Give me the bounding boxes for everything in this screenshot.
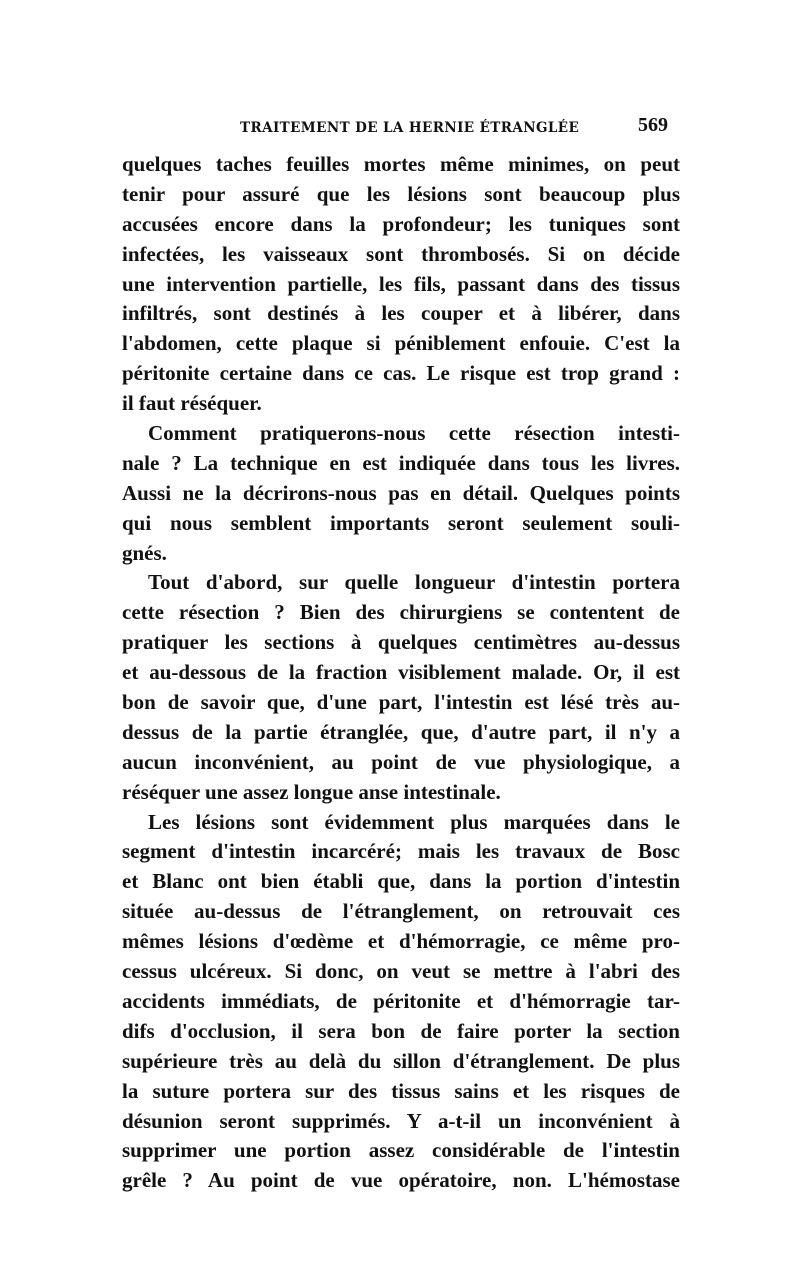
text-line-9: il faut réséquer. — [122, 391, 262, 416]
text-line-35: grêle ? Au point de vue opératoire, non. L'hémostase — [122, 1168, 680, 1193]
text-line-33: désunion seront supprimés. Y a-t-il un inconvénient à — [122, 1108, 680, 1133]
text-line-23: Les lésions sont évidemment plus marquées dans le — [148, 809, 680, 834]
text-line-20: dessus de la partie étranglée, que, d'autre part, il n'y a — [122, 719, 680, 744]
text-line-8: péritonite certaine dans ce cas. Le risque est trop grand : — [122, 361, 680, 386]
text-line-26: située au-dessus de l'étranglement, on retrouvait ces — [122, 899, 680, 924]
text-line-34: supprimer une portion assez considérable de l'intestin — [122, 1138, 680, 1163]
text-line-13: qui nous semblent importants seront seulement souli- — [122, 510, 680, 535]
text-line-5: une intervention partielle, les fils, passant dans des tissus — [122, 271, 680, 296]
running-title: TRAITEMENT DE LA HERNIE ÉTRANGLÉE — [240, 120, 580, 136]
text-line-2: tenir pour assuré que les lésions sont beaucoup plus — [122, 181, 680, 206]
text-line-7: l'abdomen, cette plaque si péniblement enfouie. C'est la — [122, 331, 680, 356]
text-line-29: accidents immédiats, de péritonite et d'hémorragie tar- — [122, 988, 680, 1013]
text-line-18: et au-dessous de la fraction visiblement malade. Or, il est — [122, 660, 680, 685]
text-line-15: Tout d'abord, sur quelle longueur d'intestin portera — [148, 570, 680, 595]
text-line-25: et Blanc ont bien établi que, dans la portion d'intestin — [122, 869, 680, 894]
text-line-27: mêmes lésions d'œdème et d'hémorragie, ce même pro- — [122, 929, 680, 954]
running-head — [120, 112, 680, 142]
text-line-12: Aussi ne la décrirons-nous pas en détail. Quelques points — [122, 480, 680, 505]
text-line-30: difs d'occlusion, il sera bon de faire porter la section — [122, 1018, 680, 1043]
text-line-1: quelques taches feuilles mortes même minimes, on peut — [122, 152, 680, 176]
body-text — [122, 150, 680, 1196]
text-line-22: réséquer une assez longue anse intestinale. — [122, 779, 501, 804]
text-line-21: aucun inconvénient, au point de vue physiologique, a — [122, 749, 680, 774]
text-line-31: supérieure très au delà du sillon d'étranglement. De plus — [122, 1048, 680, 1073]
page-number: 569 — [638, 114, 668, 136]
text-line-10: Comment pratiquerons-nous cette résection intesti- — [148, 421, 680, 446]
text-line-11: nale ? La technique en est indiquée dans tous les livres. — [122, 450, 680, 475]
text-line-3: accusées encore dans la profondeur; les tuniques sont — [122, 211, 680, 236]
text-line-14: gnés. — [122, 540, 167, 565]
text-line-19: bon de savoir que, d'une part, l'intestin est lésé très au- — [122, 690, 680, 715]
text-line-24: segment d'intestin incarcéré; mais les travaux de Bosc — [122, 839, 680, 864]
text-line-17: pratiquer les sections à quelques centimètres au-dessus — [122, 630, 680, 655]
text-line-32: la suture portera sur des tissus sains et les risques de — [122, 1078, 680, 1103]
text-line-6: infiltrés, sont destinés à les couper et à libérer, dans — [122, 301, 680, 326]
text-line-4: infectées, les vaisseaux sont thrombosés. Si on décide — [122, 241, 680, 266]
text-line-16: cette résection ? Bien des chirurgiens se contentent de — [122, 600, 680, 625]
text-line-28: cessus ulcéreux. Si donc, on veut se mettre à l'abri des — [122, 959, 680, 984]
